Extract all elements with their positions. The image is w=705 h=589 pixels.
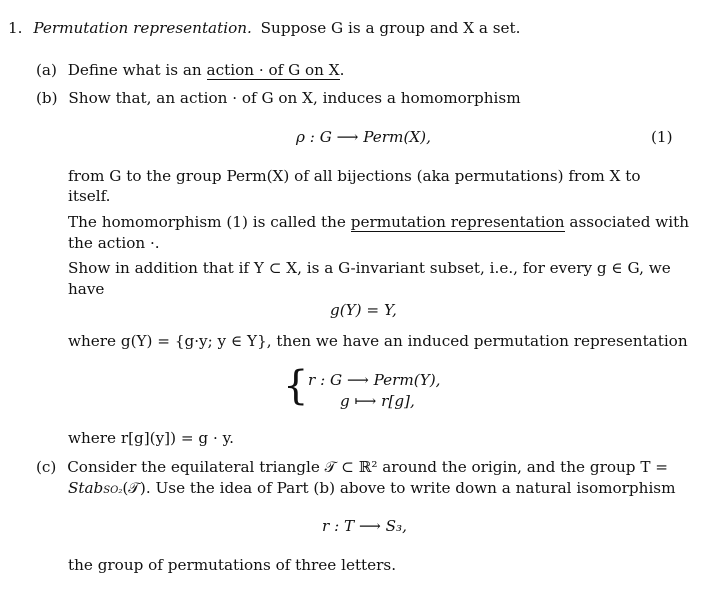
part-c-text-line2: (𝒯). Use the idea of Part (b) above to write down a natural isomorphism	[122, 479, 676, 497]
stab-symbol: Stab	[68, 479, 104, 497]
problem-number: 1.	[8, 19, 23, 37]
problem-heading	[8, 18, 520, 38]
part-b-para2-line2: the action ·.	[68, 234, 160, 252]
part-c-text-line1: Consider the equilateral triangle 𝒯 ⊂ ℝ² around the origin, and the group T =	[67, 458, 669, 476]
part-b-para3-line2: have	[68, 280, 105, 298]
equation-1-number: (1)	[651, 128, 673, 146]
part-a	[36, 60, 344, 80]
part-a-period: .	[339, 61, 345, 79]
equation-1: ρ : G ⟶ Perm(X),	[296, 128, 431, 146]
system-line-2: g ⟼ r[g],	[340, 392, 415, 410]
equation-3: r : T ⟶ S₃,	[322, 517, 407, 535]
problem-title: Permutation representation.	[33, 19, 252, 37]
part-c-line2	[68, 478, 676, 498]
part-b-para1-line2: itself.	[68, 187, 111, 205]
part-c-label: (c)	[36, 458, 57, 476]
para2-text-before: The homomorphism (1) is called the	[68, 213, 346, 231]
part-c-line1	[36, 457, 668, 477]
para2-text-after: associated with	[569, 213, 690, 231]
part-b-para2-line1	[68, 212, 689, 232]
part-c-closing: the group of permutations of three letters.	[68, 556, 397, 574]
part-b-label: (b)	[36, 89, 58, 107]
part-b-para4: where g(Y) = {g·y; y ∈ Y}, then we have an induced permutation representation	[68, 332, 688, 350]
part-b-para3-line1: Show in addition that if Y ⊂ X, is a G-invariant subset, i.e., for every g ∈ G, we	[68, 259, 671, 277]
part-b	[36, 88, 521, 108]
problem-intro: Suppose G is a group and X a set.	[260, 19, 521, 37]
part-a-text: Define what is an	[67, 61, 202, 79]
part-b-para1-line1: from G to the group Perm(X) of all bijections (aka permutations) from X to	[68, 167, 641, 185]
part-a-underlined-term: action · of G on X	[206, 61, 340, 79]
part-a-label: (a)	[36, 61, 57, 79]
system-line-1: r : G ⟶ Perm(Y),	[308, 371, 441, 389]
stab-subscript: SO₂	[103, 485, 123, 496]
equation-2: g(Y) = Y,	[330, 301, 397, 319]
part-b-text: Show that, an action · of G on X, induces a homomorphism	[68, 89, 521, 107]
part-b-para5: where r[g](y]) = g · y.	[68, 429, 235, 447]
left-brace: {	[283, 363, 309, 409]
permutation-representation-term: permutation representation	[350, 213, 565, 231]
